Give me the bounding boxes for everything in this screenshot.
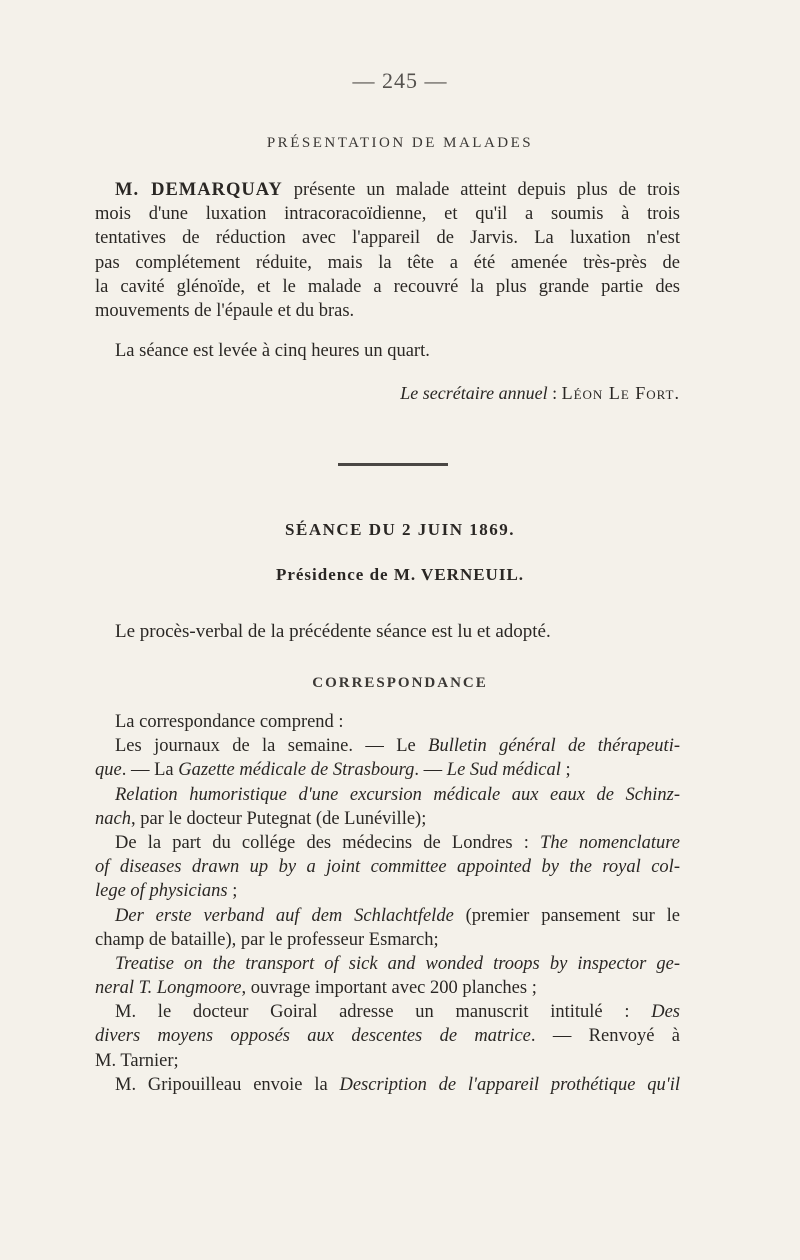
author-name: M. DEMARQUAY: [115, 180, 283, 200]
signature-name: Léon Le Fort.: [561, 383, 680, 403]
divider-rule: [338, 463, 448, 466]
correspondance-list: La correspondance comprend : Les journaux de la semaine. — Le Bulletin général de thérapeuti- que. — La Gazette médicale de Strasbourg. — Le Sud médical ; Relation humoristique d'une excursion médicale aux eaux de Schinz- nach, par le docteur Putegnat (de Lunéville); De la part du collége des médecins de Londres : The nomenclature of diseases drawn up by a joint committee appointed by the royal col- lege of physicians ; Der erste verband auf dem Schlachtfelde (premier pansement sur le champ de bataille), par le professeur Esmarch; Treatise on the transport of sick and wonded troops by inspector ge- neral T. Longmoore, ouvrage important avec 200 planches ; M. le docteur Goiral adresse un manuscrit intitulé : Des divers moyens opposés aux descentes de matrice. — Renvoyé à M. Tarnier; M. Gripouilleau envoie la Description de l'appareil prothétique qu'il: [95, 712, 681, 1095]
seance-title: SÉANCE DU 2 JUIN 1869.: [285, 520, 515, 539]
section-heading-presentation: PRÉSENTATION DE MALADES: [266, 135, 534, 151]
paragraph-closing: La séance est levée à cinq heures un quart.: [115, 341, 430, 361]
section-heading-correspondance: CORRESPONDANCE: [312, 675, 488, 691]
paragraph-demarquay: M. DEMARQUAY présente un malade atteint depuis plus de trois mois d'une luxation intracoracoïdienne, et qu'il a soumis à trois tentatives de réduction avec l'appareil de Jarvis. La luxation n'est pas complétement réduite, mais la tête a été amenée très-près de la cavité glénoïde, et le malade a recouvré la plus grande partie des mouvements de l'épaule et du bras.: [95, 180, 680, 321]
proces-verbal-line: Le procès-verbal de la précédente séance est lu et adopté.: [115, 621, 551, 642]
signature: Le secrétaire annuel : Léon Le Fort.: [400, 383, 680, 403]
presidence-line: Présidence de M. VERNEUIL.: [275, 565, 525, 584]
page-number: — 245 —: [352, 68, 448, 93]
